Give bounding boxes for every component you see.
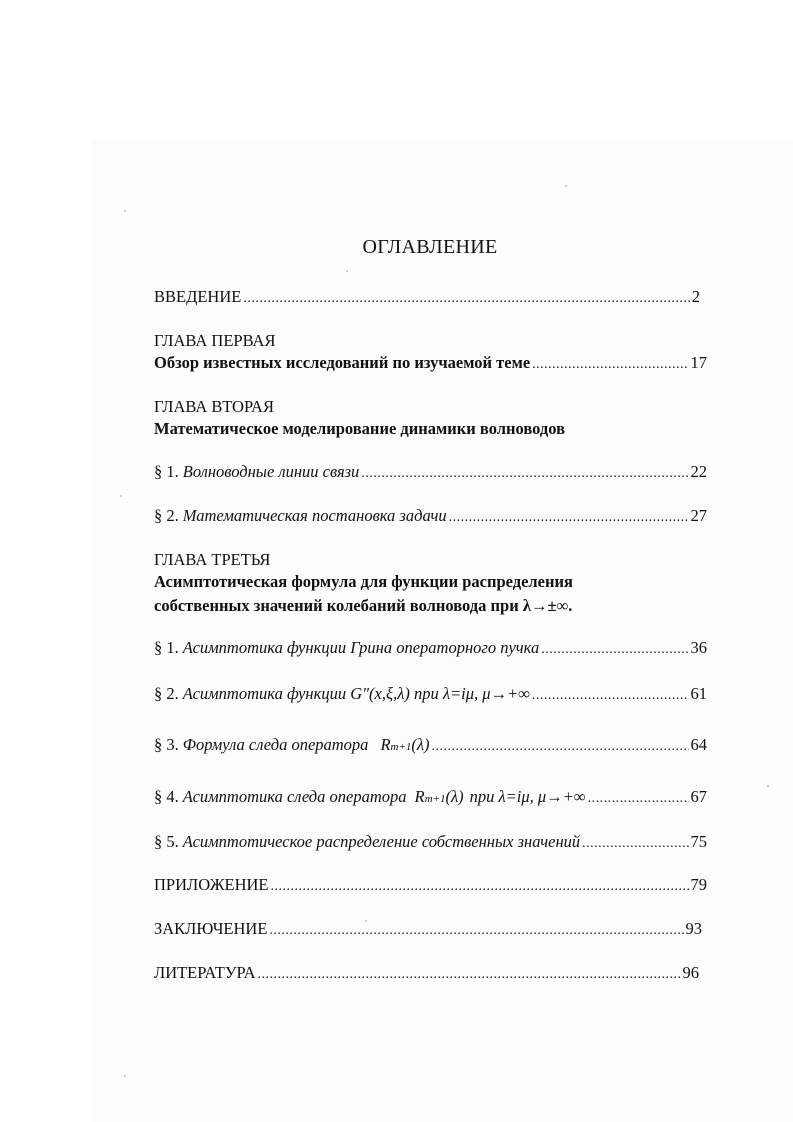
leader-dots <box>449 510 689 526</box>
page-number: 75 <box>690 832 707 851</box>
leader-dots <box>532 357 688 373</box>
leader-dots <box>258 967 681 983</box>
toc-entry-ch3-sec3[interactable] <box>154 735 707 755</box>
page-number: 67 <box>690 787 707 806</box>
toc-entry-ch3-sec4[interactable] <box>154 787 707 807</box>
chapter-2-subtitle: Математическое моделирование динамики волноводов <box>154 419 565 438</box>
scan-speck <box>565 185 567 187</box>
page-number: 36 <box>690 638 707 657</box>
leader-dots <box>541 642 688 658</box>
formula-superscript: m+1 <box>424 793 446 805</box>
chapter-3-subtitle-line-1: Асимптотическая формула для функции распределения <box>154 572 573 591</box>
scan-speck <box>124 1075 126 1077</box>
chapter-1-heading: ГЛАВА ПЕРВАЯ <box>154 331 276 350</box>
formula-superscript: m+1 <box>390 741 412 753</box>
section-number: § 3. <box>154 735 179 754</box>
toc-entry-label: ЛИТЕРАТУРА <box>154 963 256 982</box>
leader-dots <box>361 466 688 482</box>
leader-dots <box>269 923 683 939</box>
leader-dots <box>532 688 689 704</box>
page-number: 22 <box>690 462 707 481</box>
toc-entry-intro[interactable] <box>154 287 700 307</box>
scan-speck <box>767 785 769 787</box>
toc-entry-label: Математическая постановка задачи <box>182 506 447 525</box>
toc-entry-conclusion[interactable] <box>154 919 702 939</box>
toc-entry-label: ВВЕДЕНИЕ <box>154 287 242 306</box>
chapter-2-heading: ГЛАВА ВТОРАЯ <box>154 397 274 416</box>
formula-r-base: R <box>414 787 425 806</box>
page-number: 61 <box>690 684 707 703</box>
toc-entry-label: Волноводные линии связи <box>182 462 360 481</box>
section-number: § 1. <box>154 638 179 657</box>
toc-entry-label: Асимптотика функции G"(x,ξ,λ) при λ=iμ, μ→+∞ <box>182 684 530 703</box>
formula-argument: (λ) <box>411 735 430 754</box>
leader-dots <box>270 879 688 895</box>
toc-entry-label: ПРИЛОЖЕНИЕ <box>154 875 269 894</box>
leader-dots <box>243 291 689 307</box>
page-number: 79 <box>690 875 707 894</box>
toc-entry-label: Обзор известных исследований по изучаемой теме <box>154 353 531 372</box>
toc-entry-appendix[interactable] <box>154 875 707 895</box>
toc-entry-label: Асимптотика функции Грина операторного пучка <box>182 638 540 657</box>
section-number: § 1. <box>154 462 179 481</box>
toc-entry-label-tail: при λ=iμ, μ→+∞ <box>469 787 586 806</box>
leader-dots <box>582 836 688 852</box>
section-number: § 2. <box>154 506 179 525</box>
page-number: 93 <box>685 919 702 938</box>
toc-entry-ch3-sec1[interactable] <box>154 638 707 658</box>
page-number: 64 <box>690 735 707 754</box>
toc-entry-ch2-sec2[interactable] <box>154 506 707 526</box>
toc-entry-label: Формула следа оператора <box>182 735 369 754</box>
chapter-3-subtitle-line-2: собственных значений колебаний волновода при λ→±∞. <box>154 596 573 615</box>
toc-entry-label: Асимптотическое распределение собственных значений <box>182 832 581 851</box>
toc-entry-literature[interactable] <box>154 963 699 983</box>
page-number: 96 <box>682 963 699 982</box>
section-number: § 5. <box>154 832 179 851</box>
formula-r-base: R <box>380 735 391 754</box>
page-number: 27 <box>690 506 707 525</box>
formula-argument: (λ) <box>445 787 464 806</box>
section-number: § 4. <box>154 787 179 806</box>
scan-speck <box>124 210 126 212</box>
page-number: 17 <box>690 353 707 372</box>
chapter-3-heading: ГЛАВА ТРЕТЬЯ <box>154 550 271 569</box>
scan-speck <box>120 495 122 497</box>
toc-entry-label: Асимптотика следа оператора <box>182 787 407 806</box>
page-number: 2 <box>691 287 700 306</box>
scan-speck <box>346 270 348 272</box>
toc-entry-chapter-1[interactable] <box>154 353 707 373</box>
leader-dots <box>432 739 689 755</box>
toc-entry-ch3-sec2[interactable] <box>154 684 707 704</box>
toc-title: ОГЛАВЛЕНИЕ <box>362 236 498 258</box>
toc-entry-label: ЗАКЛЮЧЕНИЕ <box>154 919 268 938</box>
leader-dots <box>588 791 689 807</box>
toc-entry-ch2-sec1[interactable] <box>154 462 707 482</box>
toc-entry-ch3-sec5[interactable] <box>154 832 707 852</box>
section-number: § 2. <box>154 684 179 703</box>
